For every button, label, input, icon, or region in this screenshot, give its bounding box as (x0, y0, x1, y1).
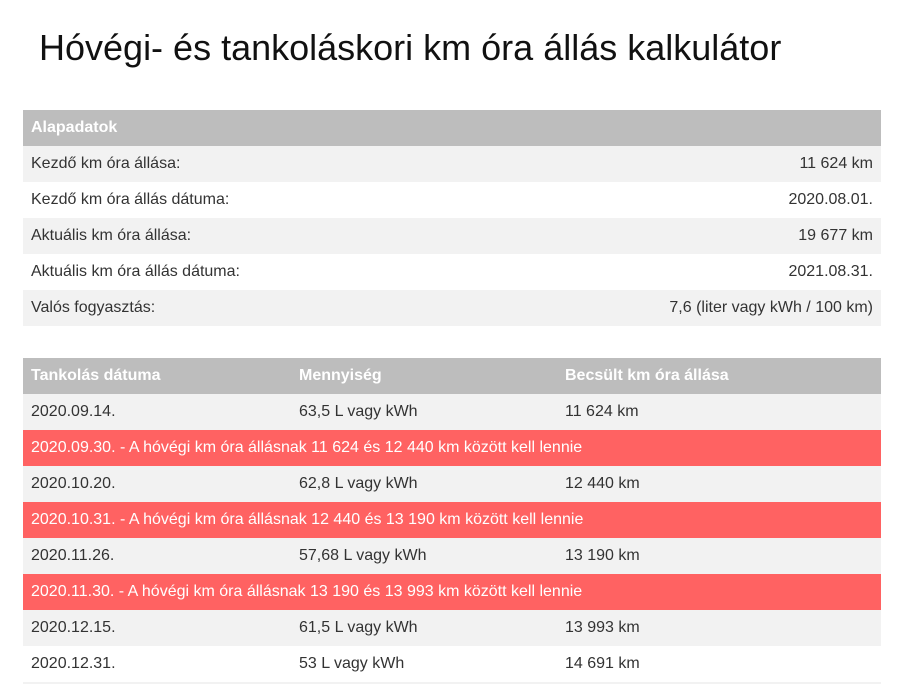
refuel-odometer: 11 624 km (557, 394, 881, 430)
month-end-warning-row (23, 502, 881, 538)
page-title: Hóvégi- és tankoláskori km óra állás kalkulátor (39, 27, 782, 68)
refuel-date: 2020.11.26. (23, 538, 291, 574)
month-end-warning: 2020.11.30. - A hóvégi km óra állásnak 13 190 és 13 993 km között kell lennie (23, 574, 881, 610)
refuel-date: 2020.09.14. (23, 394, 291, 430)
basic-row-value: 19 677 km (452, 218, 881, 254)
refuel-header-row (23, 358, 881, 394)
refuel-row (23, 646, 881, 684)
refuel-odometer: 13 190 km (557, 538, 881, 574)
refuel-date: 2020.12.31. (23, 646, 291, 684)
refuel-row (23, 538, 881, 574)
basic-row-label: Aktuális km óra állás dátuma: (23, 254, 452, 290)
basic-row-current-date (23, 254, 881, 290)
basic-row-value: 7,6 (liter vagy kWh / 100 km) (452, 290, 881, 326)
refuel-row (23, 466, 881, 502)
basic-row-value: 2021.08.31. (452, 254, 881, 290)
month-end-warning: 2020.10.31. - A hóvégi km óra állásnak 12 440 és 13 190 km között kell lennie (23, 502, 881, 538)
basic-row-label: Aktuális km óra állása: (23, 218, 452, 254)
refuel-header-amount: Mennyiség (291, 358, 557, 394)
refuel-date: 2020.12.15. (23, 610, 291, 646)
refuel-amount: 62,8 L vagy kWh (291, 466, 557, 502)
basic-row-label: Kezdő km óra állása: (23, 146, 452, 182)
refuel-header-odometer: Becsült km óra állása (557, 358, 881, 394)
month-end-warning-row (23, 430, 881, 466)
refuel-row (23, 394, 881, 430)
basic-row-label: Valós fogyasztás: (23, 290, 452, 326)
basic-row-start-odometer (23, 146, 881, 182)
refuel-amount: 63,5 L vagy kWh (291, 394, 557, 430)
basic-data-table (23, 110, 881, 326)
month-end-warning-row (23, 574, 881, 610)
basic-row-current-odometer (23, 218, 881, 254)
basic-row-start-date (23, 182, 881, 218)
refuel-odometer: 13 993 km (557, 610, 881, 646)
basic-data-header: Alapadatok (23, 110, 881, 146)
refuel-amount: 53 L vagy kWh (291, 646, 557, 684)
refuel-odometer: 12 440 km (557, 466, 881, 502)
basic-data-header-row (23, 110, 881, 146)
refuel-amount: 61,5 L vagy kWh (291, 610, 557, 646)
refuel-header-date: Tankolás dátuma (23, 358, 291, 394)
basic-row-value: 11 624 km (452, 146, 881, 182)
refuel-row (23, 610, 881, 646)
basic-row-label: Kezdő km óra állás dátuma: (23, 182, 452, 218)
month-end-warning: 2020.09.30. - A hóvégi km óra állásnak 11 624 és 12 440 km között kell lennie (23, 430, 881, 466)
refuel-amount: 57,68 L vagy kWh (291, 538, 557, 574)
basic-row-value: 2020.08.01. (452, 182, 881, 218)
refuel-table (23, 358, 881, 684)
refuel-date: 2020.10.20. (23, 466, 291, 502)
refuel-odometer: 14 691 km (557, 646, 881, 684)
basic-row-consumption (23, 290, 881, 326)
